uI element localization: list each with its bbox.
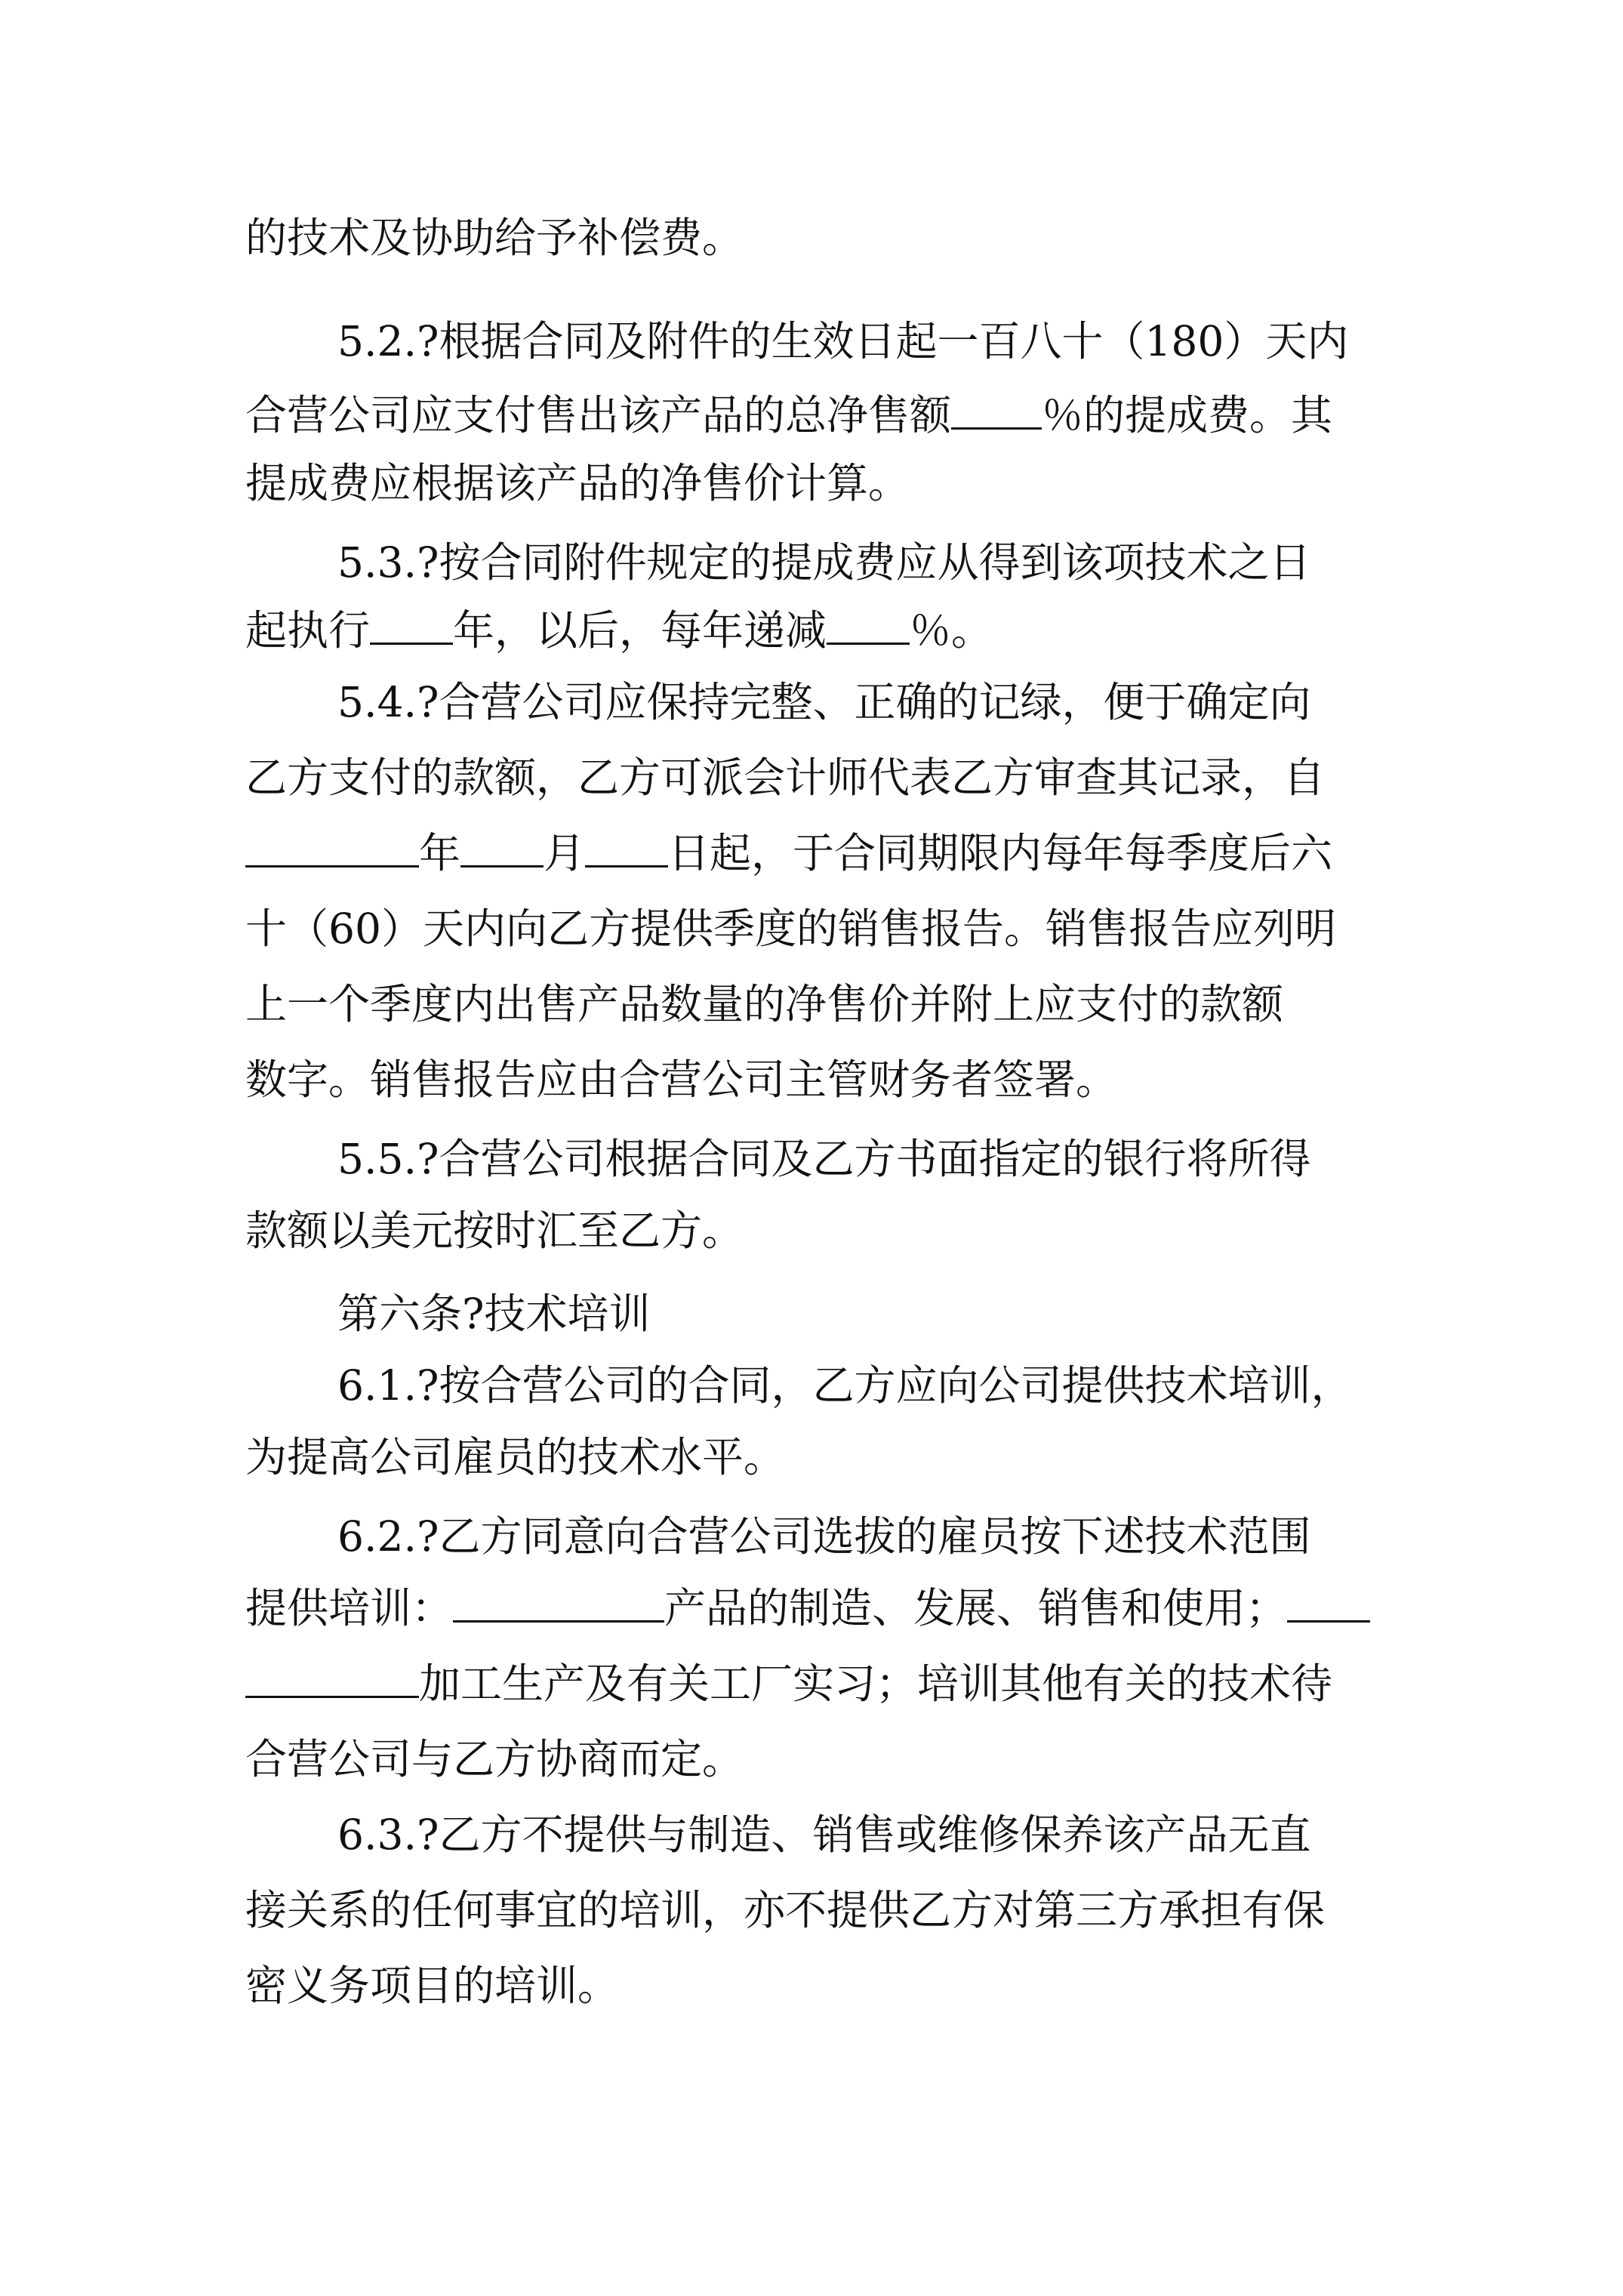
fill-in-blank [460,829,544,868]
text-segment: 5.2.?根据合同及附件的生效日起一百八十（180）天内 [337,317,1349,365]
text-line [245,827,1332,880]
text-segment: 起执行 [245,606,371,655]
text-segment: 上一个季度内出售产品数量的净售价并附上应支付的款额 [245,980,1284,1028]
text-segment: 合营公司应支付售出该产品的总净售额 [245,391,952,439]
text-line [245,389,1332,442]
text-segment: 提供培训： [245,1584,454,1632]
text-segment: 的技术及协助给予补偿费。 [245,214,744,262]
fill-in-blank [245,1660,419,1698]
text-segment: 6.2.?乙方同意向合营公司选拔的雇员按下述技术范围 [337,1512,1311,1561]
text-line [245,1884,1325,1937]
text-segment: 5.3.?按合同附件规定的提成费应从得到该项技术之日 [337,538,1311,587]
text-line [245,1657,1332,1710]
text-segment: 年，以后，每年递减 [453,606,827,655]
text-line [245,1053,1117,1106]
text-segment: ％。 [910,606,993,655]
clause-6-2-line [337,1510,1310,1563]
text-line [245,604,993,657]
clause-5-3-line [337,536,1310,589]
fill-in-blank [370,606,453,645]
article-6-heading [337,1287,651,1340]
text-segment: 第六条?技术培训 [337,1290,651,1338]
text-line [245,1431,785,1484]
text-line [245,457,910,510]
text-segment: 提成费应根据该产品的净售价计算。 [245,459,910,507]
text-line [245,902,1336,955]
clause-6-3-line [337,1808,1310,1861]
clause-5-5-line [337,1133,1310,1185]
text-segment: 接关系的任何事宜的培训，亦不提供乙方对第三方承担有保 [245,1886,1326,1934]
text-segment: 月 [544,829,586,877]
text-segment: 5.5.?合营公司根据合同及乙方书面指定的银行将所得 [337,1135,1311,1183]
text-segment: 合营公司与乙方协商而定。 [245,1735,744,1783]
fill-in-blank [827,606,910,645]
fill-in-blank [1287,1584,1370,1623]
fill-in-blank [453,1584,664,1623]
fill-in-blank [951,391,1042,430]
text-segment: 款额以美元按时汇至乙方。 [245,1207,744,1255]
text-line [245,1582,1370,1635]
clause-5-2-line [337,315,1348,368]
clause-6-1-line [337,1359,1352,1412]
text-segment: 十（60）天内向乙方提供季度的销售报告。销售报告应列明 [245,905,1336,953]
text-segment: 6.1.?按合营公司的合同，乙方应向公司提供技术培训， [337,1361,1353,1410]
text-line [245,211,744,264]
text-segment: 年 [419,829,461,877]
text-segment: 5.4.?合营公司应保持完整、正确的记绿，便于确定向 [337,678,1311,726]
text-segment: 数字。销售报告应由合营公司主管财务者签署。 [245,1056,1118,1104]
fill-in-blank [585,829,668,868]
text-segment: 日起，于合同期限内每年每季度后六 [668,829,1333,877]
text-segment: ％的提成费。其 [1042,391,1333,439]
text-line [245,751,1325,804]
text-line [245,1204,744,1257]
text-line [245,1959,619,2012]
text-segment: 加工生产及有关工厂实习；培训其他有关的技术待 [419,1660,1333,1708]
text-line [245,1733,744,1786]
text-segment: 产品的制造、发展、销售和使用； [664,1584,1288,1632]
fill-in-blank [245,829,419,868]
text-segment: 为提高公司雇员的技术水平。 [245,1433,786,1481]
clause-5-4-line [337,676,1310,729]
text-segment: 乙方支付的款额，乙方可派会计师代表乙方审查其记录，自 [245,754,1326,802]
text-segment: 密义务项目的培训。 [245,1962,620,2010]
text-line [245,978,1283,1031]
text-segment: 6.3.?乙方不提供与制造、销售或维修保养该产品无直 [337,1811,1311,1859]
